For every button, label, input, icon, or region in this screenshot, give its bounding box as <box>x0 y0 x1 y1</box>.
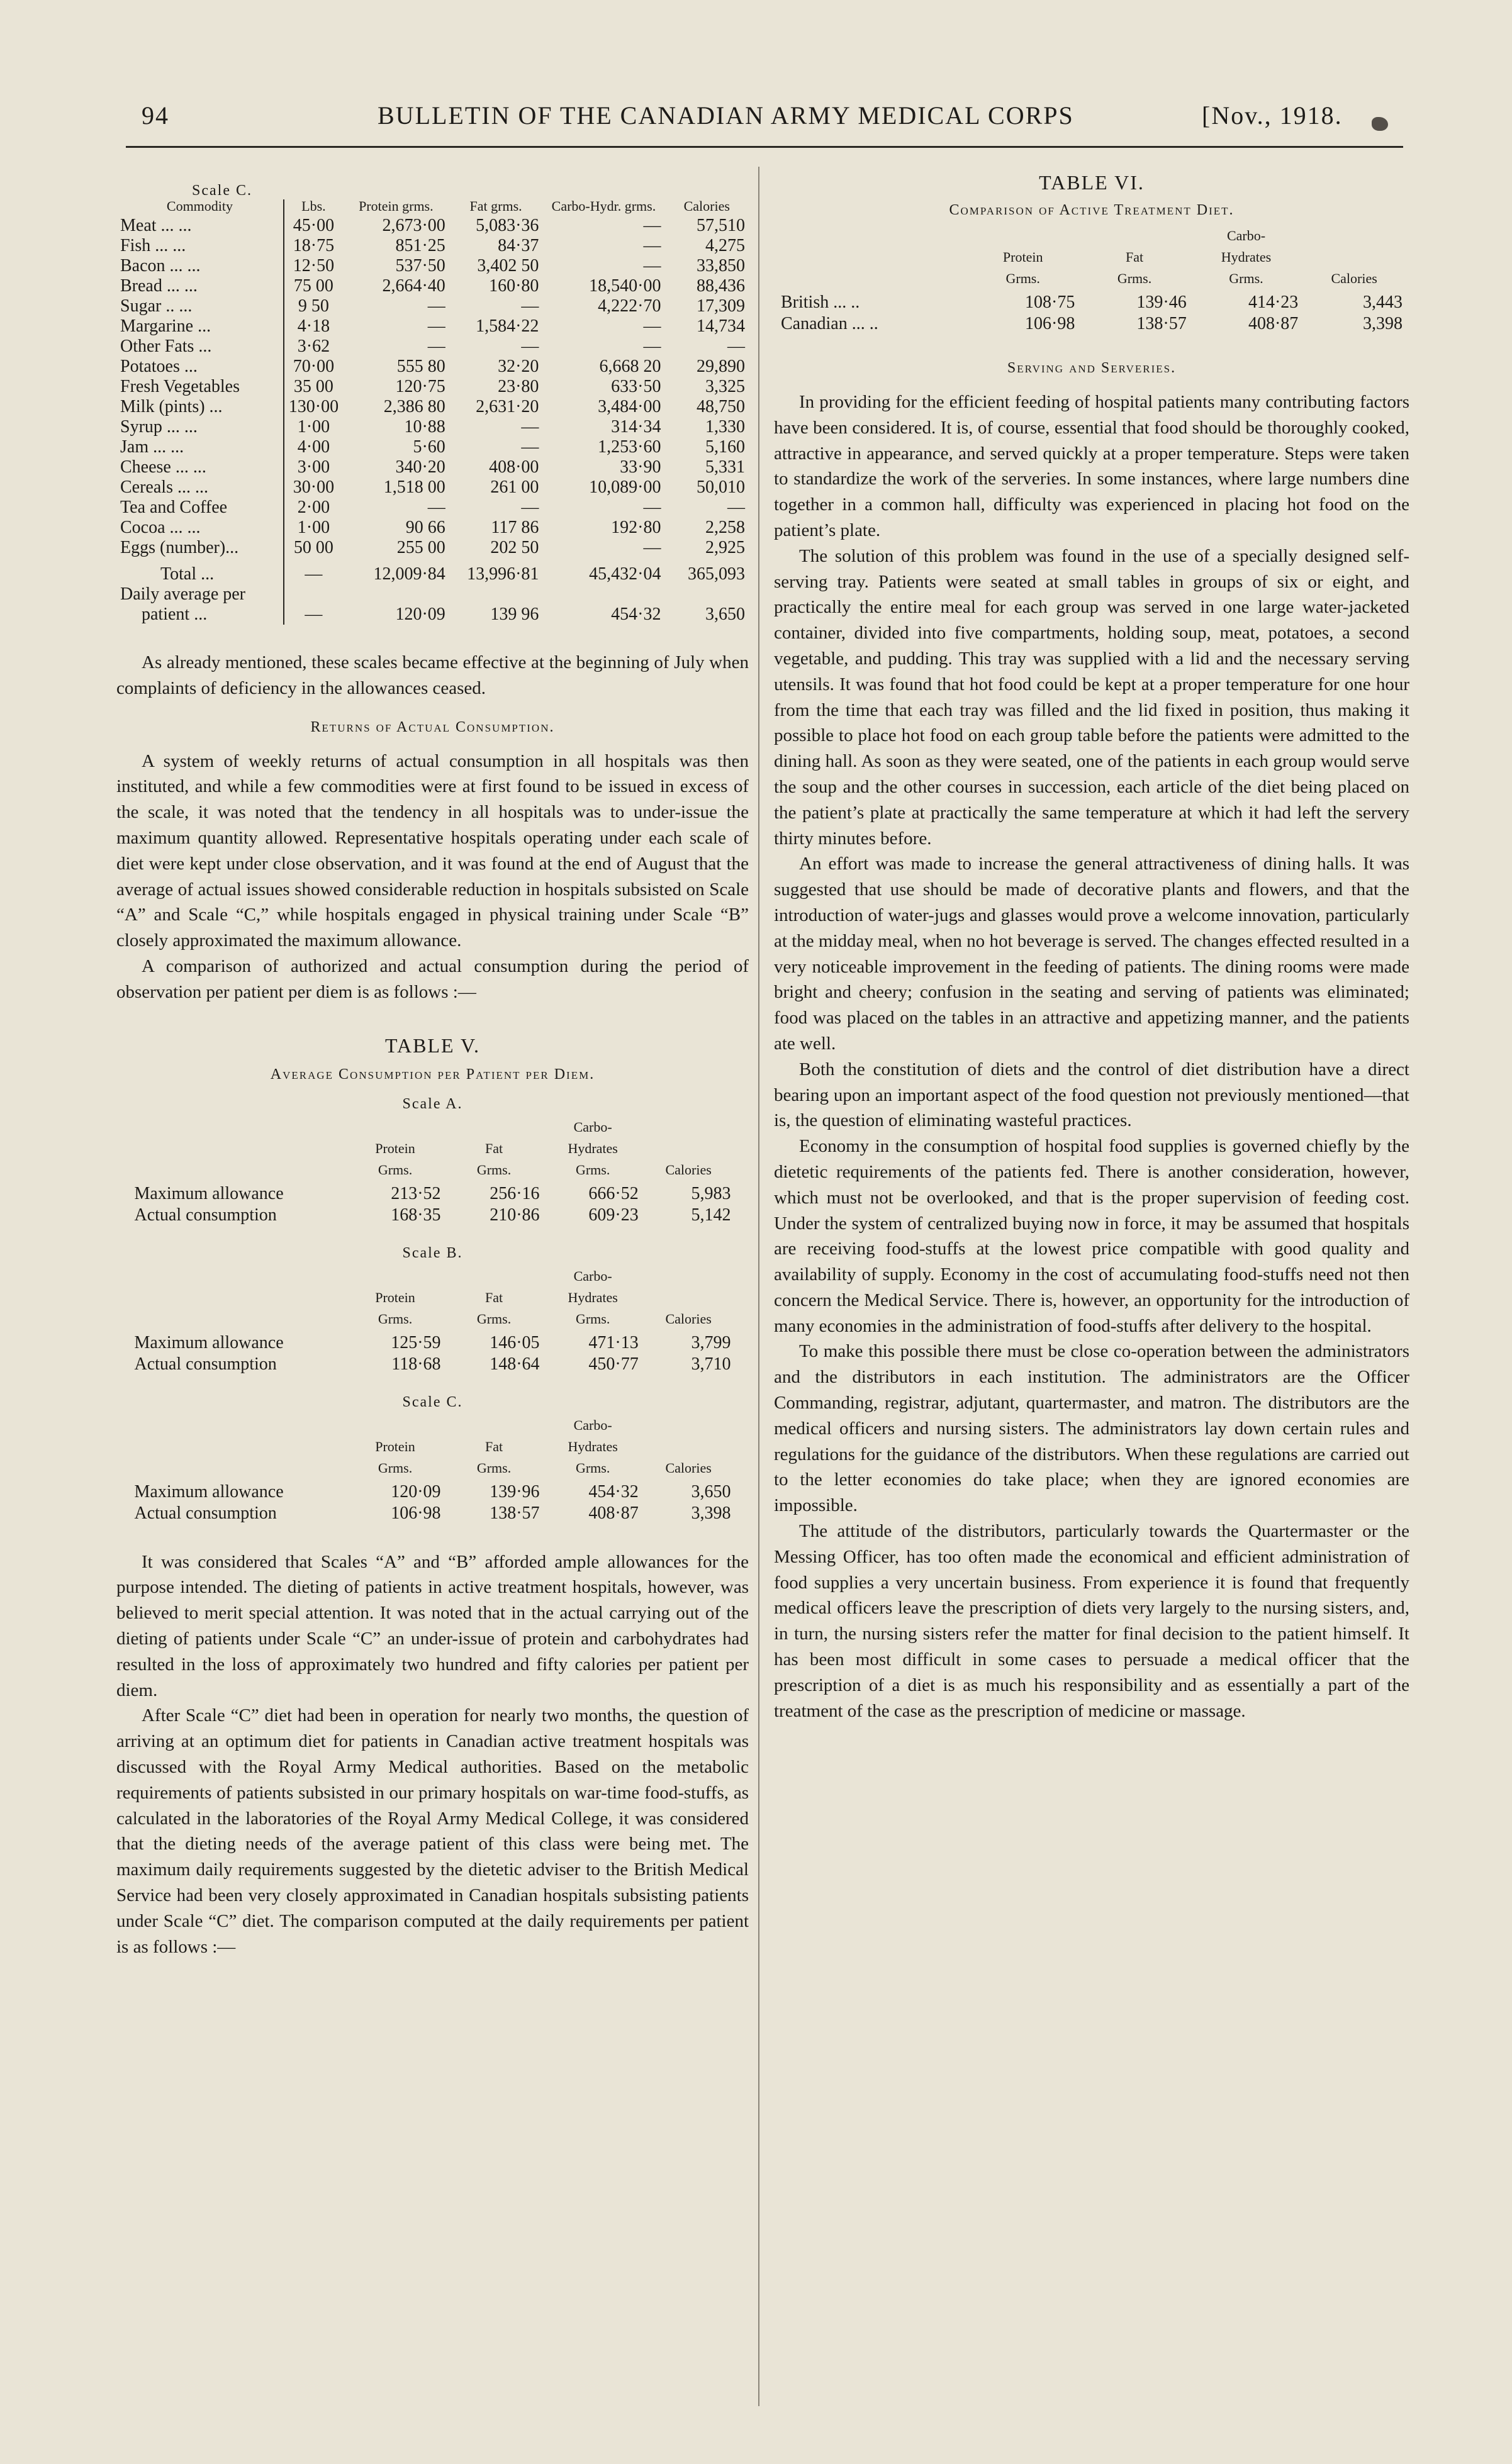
row-label: Actual consumption <box>134 1205 277 1225</box>
paragraph-dining-halls: An effort was made to increase the general attractiveness of dining halls. It was suggested that use should be made of decorative plants and flowers, and that the introduction of water-jugs and glasses would prove a welcome innovation, particularly at the midday meal, when no hot beverage is served. The changes effected resulted in a very noticeable improvement in the feeding of patients. The dining rooms were made bright and cheery; confusion in the seating and serving of patients was eliminated; food was placed on the tables in an attractive and appetizing manner, and the patients ate well. <box>774 854 1409 1054</box>
lbs-cell: 2·00 <box>284 498 343 518</box>
daily-calories: 3,650 <box>705 605 745 624</box>
header-calories: Calories <box>665 1310 712 1327</box>
commodity-cell: Cereals ... ... <box>120 477 208 497</box>
issue-date: [Nov., 1918. <box>1202 101 1343 130</box>
carbo-cell: 454·32 <box>588 1481 639 1502</box>
fat-cell: 256·16 <box>490 1183 540 1203</box>
header-fat: Fat Grms. <box>476 1289 512 1327</box>
carbo-cell: 450·77 <box>588 1354 639 1374</box>
calories-cell: 5,331 <box>705 457 745 477</box>
carbohydrate-cell: — <box>643 216 661 235</box>
table-row <box>116 377 749 397</box>
calories-cell: — <box>727 337 745 356</box>
table-row <box>116 256 749 276</box>
protein-cell: 2,673·00 <box>382 216 445 235</box>
fat-cell: 210·86 <box>490 1205 540 1225</box>
lbs-cell: 35 00 <box>284 377 343 397</box>
daily-label-line2: patient ... <box>142 605 208 624</box>
carbohydrate-cell: 18,540·00 <box>589 276 661 296</box>
calories-cell: 1,330 <box>705 417 745 437</box>
scale-comparison-header <box>131 1415 735 1481</box>
calories-cell: 88,436 <box>697 276 745 296</box>
table-vi-header-fat: Fat Grms. <box>1117 249 1152 286</box>
protein-cell: 168·35 <box>391 1205 441 1225</box>
header-calories: Calories <box>665 1161 712 1178</box>
commodity-cell: Bacon ... ... <box>120 256 201 276</box>
protein-cell: 1,518 00 <box>383 477 445 497</box>
table-row <box>116 397 749 417</box>
fat-cell: 261 00 <box>490 477 539 497</box>
lbs-cell: 3·00 <box>284 457 343 477</box>
commodity-cell: Jam ... ... <box>120 437 184 457</box>
calories-cell: 3,443 <box>1363 293 1403 312</box>
fat-cell: — <box>521 417 539 437</box>
table-row <box>131 1205 735 1226</box>
protein-cell: 537·50 <box>395 256 445 276</box>
fat-cell: 1,584·22 <box>476 316 539 336</box>
commodity-cell: Milk (pints) ... <box>120 397 223 416</box>
fat-cell: 84·37 <box>498 236 539 255</box>
row-label: Actual consumption <box>134 1503 277 1523</box>
daily-carbohydrate: 454·32 <box>611 605 661 624</box>
scale-c-total-row <box>116 558 749 584</box>
protein-cell: 120·09 <box>391 1481 441 1502</box>
header-fat: Fat Grms. <box>476 1140 512 1178</box>
header-calories: Calories <box>683 198 730 214</box>
lbs-cell: 50 00 <box>284 538 343 558</box>
lbs-cell: 4·00 <box>284 437 343 457</box>
protein-cell: 555 80 <box>396 357 445 376</box>
carbohydrate-cell: — <box>643 337 661 356</box>
calories-cell: 5,160 <box>705 437 745 457</box>
header-calories: Calories <box>665 1459 712 1476</box>
table-row <box>131 1503 735 1524</box>
row-label: Maximum allowance <box>134 1481 284 1502</box>
fat-cell: 117 86 <box>491 518 539 537</box>
calories-cell: 3,325 <box>705 377 745 396</box>
daily-lbs: — <box>284 605 343 625</box>
total-label: Total ... <box>160 564 215 584</box>
page-number: 94 <box>142 101 169 130</box>
carbohydrate-cell: 192·80 <box>611 518 661 537</box>
heading-returns: Returns of Actual Consumption. <box>310 718 555 735</box>
commodity-cell: Potatoes ... <box>120 357 198 376</box>
header-lbs: Lbs. <box>284 199 343 216</box>
lbs-cell: 75 00 <box>284 276 343 296</box>
table-vi <box>777 225 1406 335</box>
row-label: Canadian ... .. <box>781 314 878 333</box>
commodity-cell: Margarine ... <box>120 316 211 336</box>
header-protein: Protein Grms. <box>375 1140 415 1178</box>
fat-cell: — <box>521 437 539 457</box>
fat-cell: — <box>521 296 539 316</box>
scale-caption: Scale C. <box>402 1393 463 1410</box>
calories-cell: 57,510 <box>697 216 745 235</box>
fat-cell: 3,402 50 <box>477 256 539 276</box>
commodity-cell: Cheese ... ... <box>120 457 206 477</box>
carbohydrate-cell: — <box>643 236 661 255</box>
paragraph-efficient-feeding: In providing for the efficient feeding of hospital patients many contributing factors have been considered. It is, of course, essential that food should be thoroughly cooked, attractive in appearance, and served quickly at a proper temperature. Steps were taken to standardize the work of the serveries. In some instances, where large numbers dine together in a common hall, difficulty was experienced in placing hot food on the patient’s plate. <box>774 392 1409 540</box>
daily-label-line1: Daily average per <box>120 584 245 604</box>
protein-cell: 213·52 <box>391 1183 441 1203</box>
lbs-cell: 18·75 <box>284 236 343 256</box>
table-vi-header-carbo: Carbo- Hydrates Grms. <box>1221 228 1272 286</box>
lbs-cell: 3·62 <box>284 337 343 357</box>
total-calories: 365,093 <box>688 564 745 584</box>
protein-cell: 106·98 <box>391 1503 441 1523</box>
commodity-cell: Cocoa ... ... <box>120 518 201 537</box>
carbohydrate-cell: 314·34 <box>611 417 661 437</box>
table-vi-header-protein: Protein Grms. <box>1002 249 1043 286</box>
lbs-cell: 9 50 <box>284 296 343 316</box>
paragraph-economy: Economy in the consumption of hospital food supplies is governed chiefly by the dietetic requirements of the patients fed. There is another consideration, however, which must not be overlooked, and that is the proper supervision of feeding cost. Under the system of centralized buying now in force, it may be assumed that hospitals are receiving food-stuffs at the lowest price compatible with good quality and availability of supply. Economy in the cost of accumulating food-stuffs need not then concern the Medical Service. There is, however, an opportunity for the introduction of many economies in the administration of food-stuffs after delivery to the hospital. <box>774 1136 1409 1336</box>
carbo-cell: 666·52 <box>588 1183 639 1203</box>
calories-cell: — <box>727 498 745 517</box>
scale-c-header-row <box>116 199 749 216</box>
paragraph-optimum-diet: After Scale “C” diet had been in operation for nearly two months, the question of arriving at an optimum diet for patients in Canadian active treatment hospitals was discussed with the Royal Army Medical authorities. Based on the metabolic requirements of patients subsisted in our primary hospitals on war-time food-stuffs, as calculated in the laboratories of the Royal Army Medical College, it was considered that the dieting needs of the average patient of this class were being met. The maximum daily requirements suggested by the dietetic adviser to the British Medical Service had been very closely approximated in Canadian hospitals subsisting patients under Scale “C” diet. The comparison computed at the daily requirements per patient is as follows :— <box>116 1705 749 1957</box>
protein-cell: 108·75 <box>1025 293 1075 312</box>
header-fat: Fat Grms. <box>476 1438 512 1476</box>
header-commodity: Commodity <box>166 198 233 214</box>
calories-cell: 2,925 <box>705 538 745 557</box>
fat-cell: 139·46 <box>1136 293 1187 312</box>
journal-title: BULLETIN OF THE CANADIAN ARMY MEDICAL CORPS <box>378 101 1074 130</box>
total-protein: 12,009·84 <box>373 564 445 584</box>
paragraph-comparison-intro: A comparison of authorized and actual consumption during the period of observation per patient per diem is as follows :— <box>116 956 749 1002</box>
fat-cell: 146·05 <box>490 1332 540 1352</box>
row-label: Actual consumption <box>134 1354 277 1374</box>
header-protein: Protein Grms. <box>375 1438 415 1476</box>
lbs-cell: 45·00 <box>284 216 343 236</box>
scale-c-rows <box>116 216 749 558</box>
table-row <box>116 316 749 337</box>
header-carbo: Carbo- Hydrates Grms. <box>568 1268 618 1327</box>
table-vi-rows <box>777 292 1406 335</box>
row-label: British ... .. <box>781 293 860 312</box>
calories-cell: 3,710 <box>691 1354 731 1374</box>
calories-cell: 3,398 <box>691 1503 731 1523</box>
fat-cell: 23·80 <box>498 377 539 396</box>
calories-cell: 17,309 <box>697 296 745 316</box>
scale-caption: Scale A. <box>402 1095 463 1112</box>
calories-cell: 33,850 <box>697 256 745 276</box>
table-row <box>131 1183 735 1205</box>
lbs-cell: 1·00 <box>284 417 343 437</box>
calories-cell: 5,142 <box>691 1205 731 1225</box>
protein-cell: 106·98 <box>1025 314 1075 333</box>
table-row <box>116 296 749 316</box>
scale-comparison-table <box>131 1266 735 1375</box>
protein-cell: 851·25 <box>395 236 445 255</box>
paragraph-distributors-attitude: The attitude of the distributors, particularly towards the Quartermaster or the Messing Officer, has too often made the economical and efficient administration of food supplies a very uncertain business. From experience it is found that frequently medical officers leave the prescription of diets very largely to the nursing sisters, and, in turn, the nursing sisters refer the matter for final decision to the patient himself. It has been most difficult in some cases to persuade a medical officer that the prescription of a diet is as much his responsibility and as essentially a part of the treatment of the case as the prescription of medicine or massage. <box>774 1521 1409 1721</box>
commodity-cell: Meat ... ... <box>120 216 192 235</box>
paragraph-wasteful-practices: Both the constitution of diets and the control of diet distribution have a direct bearing upon an important aspect of the food question not previously mentioned—that is, the question of eliminating wasteful practices. <box>774 1059 1409 1131</box>
header-protein: Protein Grms. <box>375 1289 415 1327</box>
header-carbo: Carbo- Hydrates Grms. <box>568 1417 618 1476</box>
carbohydrate-cell: 6,668 20 <box>599 357 661 376</box>
carbohydrate-cell: 633·50 <box>611 377 661 396</box>
calories-cell: 50,010 <box>697 477 745 497</box>
table-row <box>116 498 749 518</box>
calories-cell: 14,734 <box>697 316 745 336</box>
paragraph-weekly-returns: A system of weekly returns of actual consumption in all hospitals was then instituted, and while a few commodities were at first found to be issued in excess of the scale, it was noted that the tendency in all hospitals was to under-issue the maximum quantity allowed. Representative hospitals operating under each scale of diet were kept under close observation, and it was found at the end of August that the average of actual issues showed considerable reduction in hospitals subsisted on Scale “A” and Scale “C,” while hospitals engaged in physical training under Scale “B” closely approximated the maximum allowance. <box>116 750 749 951</box>
fat-cell: 202 50 <box>490 538 539 557</box>
table-v-title: TABLE V. <box>385 1034 480 1057</box>
protein-cell: 125·59 <box>391 1332 441 1352</box>
table-row <box>116 337 749 357</box>
daily-protein: 120·09 <box>395 605 445 624</box>
protein-cell: 120·75 <box>395 377 445 396</box>
protein-cell: 340·20 <box>395 457 445 477</box>
table-row <box>116 276 749 296</box>
calories-cell: 48,750 <box>697 397 745 416</box>
paragraph-scales-effective: As already mentioned, these scales became effective at the beginning of July when complaints of deficiency in the allowances ceased. <box>116 652 749 698</box>
table-row <box>777 313 1406 335</box>
paragraph-self-serving-tray: The solution of this problem was found in the use of a specially designed self-serving tray. Patients were seated at small tables in groups of six or eight, and practically the entire meal for each group was served in one large water-jacketed container, divided into five compartments, holding soup, meat, potatoes, a second vegetable, and pudding. This tray was supplied with a lid and the necessary serving utensils. It was found that hot food could be kept at a proper temperature for one hour from the time that each tray was filled and the lid fixed in position, thus making it possible to place hot food on each group table before the patients were admitted to the dining hall. As soon as they were seated, one of the patients in each group would serve the soup and the other courses in succession, each article of the diet being placed on the patient’s plate at practically the same temperature at which it had left the servery thirty minutes before. <box>774 545 1409 849</box>
carbohydrate-cell: 10,089·00 <box>589 477 661 497</box>
fat-cell: 160·80 <box>489 276 539 296</box>
carbo-cell: 414·23 <box>1248 293 1299 312</box>
lbs-cell: 30·00 <box>284 477 343 498</box>
lbs-cell: 4·18 <box>284 316 343 337</box>
protein-cell: 2,664·40 <box>382 276 445 296</box>
carbohydrate-cell: — <box>643 316 661 336</box>
fat-cell: 5,083·36 <box>476 216 539 235</box>
carbo-cell: 408·87 <box>1248 314 1299 333</box>
fat-cell: 148·64 <box>490 1354 540 1374</box>
commodity-cell: Other Fats ... <box>120 337 212 356</box>
fat-cell: 32·20 <box>498 357 539 376</box>
scale-comparison-table <box>131 1415 735 1524</box>
commodity-cell: Fish ... ... <box>120 236 186 255</box>
total-fat: 13,996·81 <box>467 564 539 584</box>
fat-cell: 138·57 <box>1136 314 1187 333</box>
commodity-cell: Fresh Vegetables <box>120 377 240 396</box>
ink-blot <box>1372 117 1388 131</box>
scale-c-daily-row <box>116 605 749 625</box>
fat-cell: 2,631·20 <box>476 397 539 416</box>
total-carbohydrate: 45,432·04 <box>589 564 661 584</box>
commodity-cell: Eggs (number)... <box>120 538 239 557</box>
table-row <box>116 518 749 538</box>
header-carbohydrate: Carbo-Hydr. grms. <box>551 198 656 214</box>
scale-c-daily-row-label <box>116 584 749 605</box>
fat-cell: 139·96 <box>490 1481 540 1502</box>
calories-cell: 3,398 <box>1363 314 1403 333</box>
row-label: Maximum allowance <box>134 1332 284 1352</box>
left-column <box>116 164 749 1959</box>
heading-serving: Serving and Serveries. <box>1007 360 1177 376</box>
carbohydrate-cell: 33·90 <box>620 457 661 477</box>
right-column <box>774 164 1409 1724</box>
calories-cell: 3,650 <box>691 1481 731 1502</box>
protein-cell: 255 00 <box>396 538 445 557</box>
scale-comparison-header <box>131 1117 735 1183</box>
calories-cell: 2,258 <box>705 518 745 537</box>
table-row <box>116 538 749 558</box>
protein-cell: — <box>427 316 445 336</box>
calories-cell: 4,275 <box>705 236 745 255</box>
scale-comparison-table <box>131 1117 735 1226</box>
protein-cell: 5·60 <box>413 437 445 457</box>
carbohydrate-cell: — <box>643 538 661 557</box>
commodity-cell: Sugar .. ... <box>120 296 193 316</box>
row-label: Maximum allowance <box>134 1183 284 1203</box>
protein-cell: — <box>427 498 445 517</box>
header-fat: Fat grms. <box>469 198 522 214</box>
protein-cell: 90 66 <box>405 518 445 537</box>
table-vi-header-calories: Calories <box>1331 270 1377 286</box>
table-row <box>116 216 749 236</box>
table-row <box>116 457 749 477</box>
header-protein: Protein grms. <box>359 198 434 214</box>
lbs-cell: 70·00 <box>284 357 343 377</box>
carbohydrate-cell: — <box>643 256 661 276</box>
lbs-cell: 130·00 <box>284 397 343 417</box>
carbohydrate-cell: 3,484·00 <box>598 397 661 416</box>
daily-fat: 139 96 <box>490 605 539 624</box>
header-rule <box>126 146 1403 148</box>
table-row <box>131 1481 735 1503</box>
table-row <box>116 236 749 256</box>
table-row <box>131 1332 735 1354</box>
protein-cell: — <box>427 296 445 316</box>
carbo-cell: 408·87 <box>588 1503 639 1523</box>
fat-cell: 408·00 <box>489 457 539 477</box>
table-row <box>116 437 749 457</box>
table-vi-subtitle: Comparison of Active Treatment Diet. <box>949 202 1235 218</box>
total-lbs: — <box>284 558 343 584</box>
carbohydrate-cell: 1,253·60 <box>598 437 661 457</box>
table-v-subtitle: Average Consumption per Patient per Diem. <box>270 1066 595 1083</box>
scale-c-caption: Scale C. <box>192 182 252 199</box>
lbs-cell: 12·50 <box>284 256 343 276</box>
column-divider <box>758 167 759 2406</box>
carbohydrate-cell: — <box>643 498 661 517</box>
table-row <box>116 477 749 498</box>
fat-cell: 138·57 <box>490 1503 540 1523</box>
fat-cell: — <box>521 498 539 517</box>
lbs-cell: 1·00 <box>284 518 343 538</box>
table-row <box>116 357 749 377</box>
scale-c-table <box>116 199 749 625</box>
table-vi-header-row <box>777 225 1406 292</box>
calories-cell: 5,983 <box>691 1183 731 1203</box>
table-row <box>131 1354 735 1375</box>
carbo-cell: 609·23 <box>588 1205 639 1225</box>
paragraph-cooperation: To make this possible there must be close co-operation between the administrators and the distributors in each institution. The administrators are the Officer Commanding, registrar, adjutant, quartermaster, and matron. The distributors are the medical officers and nursing sisters. The administrators lay down certain rules and regulations for the guidance of the distributors. When these regulations are carried out to the letter economies do take place; when they are ignored economies are impossible. <box>774 1341 1409 1516</box>
carbo-cell: 471·13 <box>588 1332 639 1352</box>
calories-cell: 3,799 <box>691 1332 731 1352</box>
protein-cell: 118·68 <box>391 1354 441 1374</box>
carbohydrate-cell: 4,222·70 <box>598 296 661 316</box>
table-row <box>116 417 749 437</box>
calories-cell: 29,890 <box>697 357 745 376</box>
commodity-cell: Syrup ... ... <box>120 417 198 437</box>
protein-cell: 2,386 80 <box>383 397 445 416</box>
protein-cell: 10·88 <box>404 417 445 437</box>
table-v <box>116 1096 749 1524</box>
scale-comparison-header <box>131 1266 735 1332</box>
running-header <box>126 101 1403 138</box>
commodity-cell: Bread ... ... <box>120 276 198 296</box>
header-carbo: Carbo- Hydrates Grms. <box>568 1118 618 1178</box>
commodity-cell: Tea and Coffee <box>120 498 228 517</box>
table-vi-title: TABLE VI. <box>1039 171 1145 194</box>
scale-caption: Scale B. <box>402 1244 463 1261</box>
fat-cell: — <box>521 337 539 356</box>
protein-cell: — <box>427 337 445 356</box>
table-row <box>777 292 1406 313</box>
paragraph-scales-considered: It was considered that Scales “A” and “B” afforded ample allowances for the purpose intended. The dieting of patients in active treatment hospitals, however, was believed to merit special attention. It was noted that in the actual carrying out of the dieting of patients under Scale “C” an under-issue of protein and carbohydrates had resulted in the loss of approximately two hundred and fifty calories per patient per diem. <box>116 1551 749 1700</box>
